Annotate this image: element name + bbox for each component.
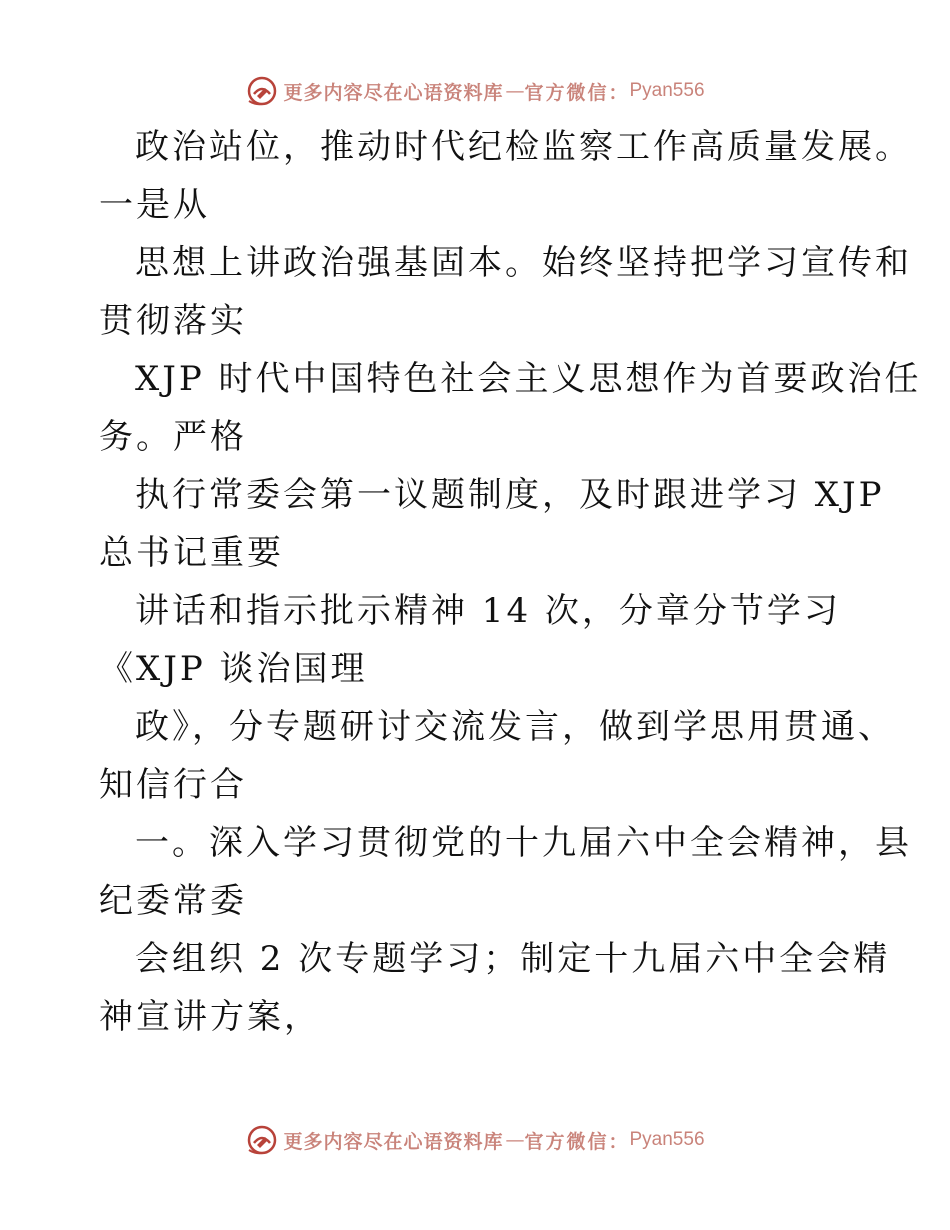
watermark-site-text: 更多内容尽在心语资料库 [283,1130,504,1153]
text-line: 神宣讲方案， [99,997,321,1037]
text-line: 政治站位，推动时代纪检监察工作高质量发展。 [135,127,912,167]
book-pen-logo-icon [245,1123,279,1157]
text-line: 务。严格 [99,417,247,457]
footer-watermark [0,1120,950,1160]
text-line: 贯彻落实 [99,301,247,341]
text-line: 讲话和指示批示精神 14 次，分章分节学习 [135,591,841,631]
book-pen-logo-icon [245,74,279,108]
text-line: 总书记重要 [99,533,284,573]
header-watermark [0,71,950,111]
watermark-label: 官方微信： [524,1130,630,1153]
text-line: 思想上讲政治强基固本。始终坚持把学习宣传和 [135,243,912,283]
text-line: 知信行合 [99,765,247,805]
text-line: 会组织 2 次专题学习；制定十九届六中全会精 [135,939,891,979]
watermark-label: 官方微信： [524,81,630,104]
text-line: 一是从 [99,185,210,225]
document-body [99,118,922,1046]
watermark-site-text: 更多内容尽在心语资料库 [283,81,504,104]
text-line: 《XJP 谈治国理 [99,649,368,689]
watermark-dash: — [505,80,523,102]
text-line: 一。深入学习贯彻党的十九届六中全会精神，县 [135,823,912,863]
watermark-dash: — [505,1129,523,1151]
text-line: XJP 时代中国特色社会主义思想作为首要政治任 [135,359,922,399]
watermark-wechat-id: Pyan556 [629,1129,705,1150]
text-line: 执行常委会第一议题制度，及时跟进学习 XJP [135,475,885,515]
watermark-wechat-id: Pyan556 [629,80,705,101]
text-line: 纪委常委 [99,881,247,921]
text-line: 政》，分专题研讨交流发言，做到学思用贯通、 [135,707,895,747]
